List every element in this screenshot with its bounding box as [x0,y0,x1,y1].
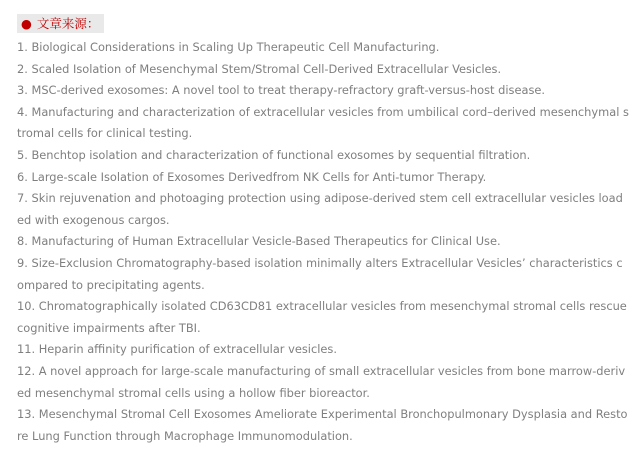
reference-item: 5. Benchtop isolation and characterization of functional exosomes by sequential filtration. [17,147,531,162]
reference-item: 1. Biological Considerations in Scaling Up Therapeutic Cell Manufacturing. [17,40,440,54]
article-source-label: 文章来源： [36,16,100,31]
reference-item: 6. Large-scale Isolation of Exosomes Derivedfrom NK Cells for Anti-tumor Therapy. [17,169,487,184]
reference-item: 11. Heparin affinity purification of extracellular vesicles. [17,342,337,357]
bullet-dot-icon: ● [21,16,32,31]
reference-item: 13. Mesenchymal Stromal Cell Exosomes Ameliorate Experimental Bronchopulmonary Dysplasia and Restore Lung Function through Macrophage Immunomodulation. [17,407,628,443]
reference-item: 9. Size-Exclusion Chromatography-based isolation minimally alters Extracellular Vesicles’ characteristics compared to precipitating agents. [17,255,623,292]
reference-item: 4. Manufacturing and characterization of extracellular vesicles from umbilical cord–derived mesenchymal stromal cells for clinical testing. [17,104,629,141]
reference-item: 10. Chromatographically isolated CD63CD81 extracellular vesicles from mesenchymal stromal cells rescue cognitive impairments after TBI. [17,299,627,335]
reference-item: 2. Scaled Isolation of Mesenchymal Stem/Stromal Cell-Derived Extracellular Vesicles. [17,61,502,76]
article-source-heading [17,14,104,33]
reference-item: 8. Manufacturing of Human Extracellular Vesicle-Based Therapeutics for Clinical Use. [17,234,501,249]
reference-list [17,37,629,447]
reference-item: 7. Skin rejuvenation and photoaging protection using adipose-derived stem cell extracellular vesicles loaded with exogenous cargos. [17,191,623,227]
reference-item: 12. A novel approach for large-scale manufacturing of small extracellular vesicles from bone marrow-derived mesenchymal stromal cells using a hollow fiber bioreactor. [17,363,626,400]
article-sources-section [17,13,629,447]
reference-item: 3. MSC-derived exosomes: A novel tool to treat therapy-refractory graft-versus-host disease. [17,83,546,98]
